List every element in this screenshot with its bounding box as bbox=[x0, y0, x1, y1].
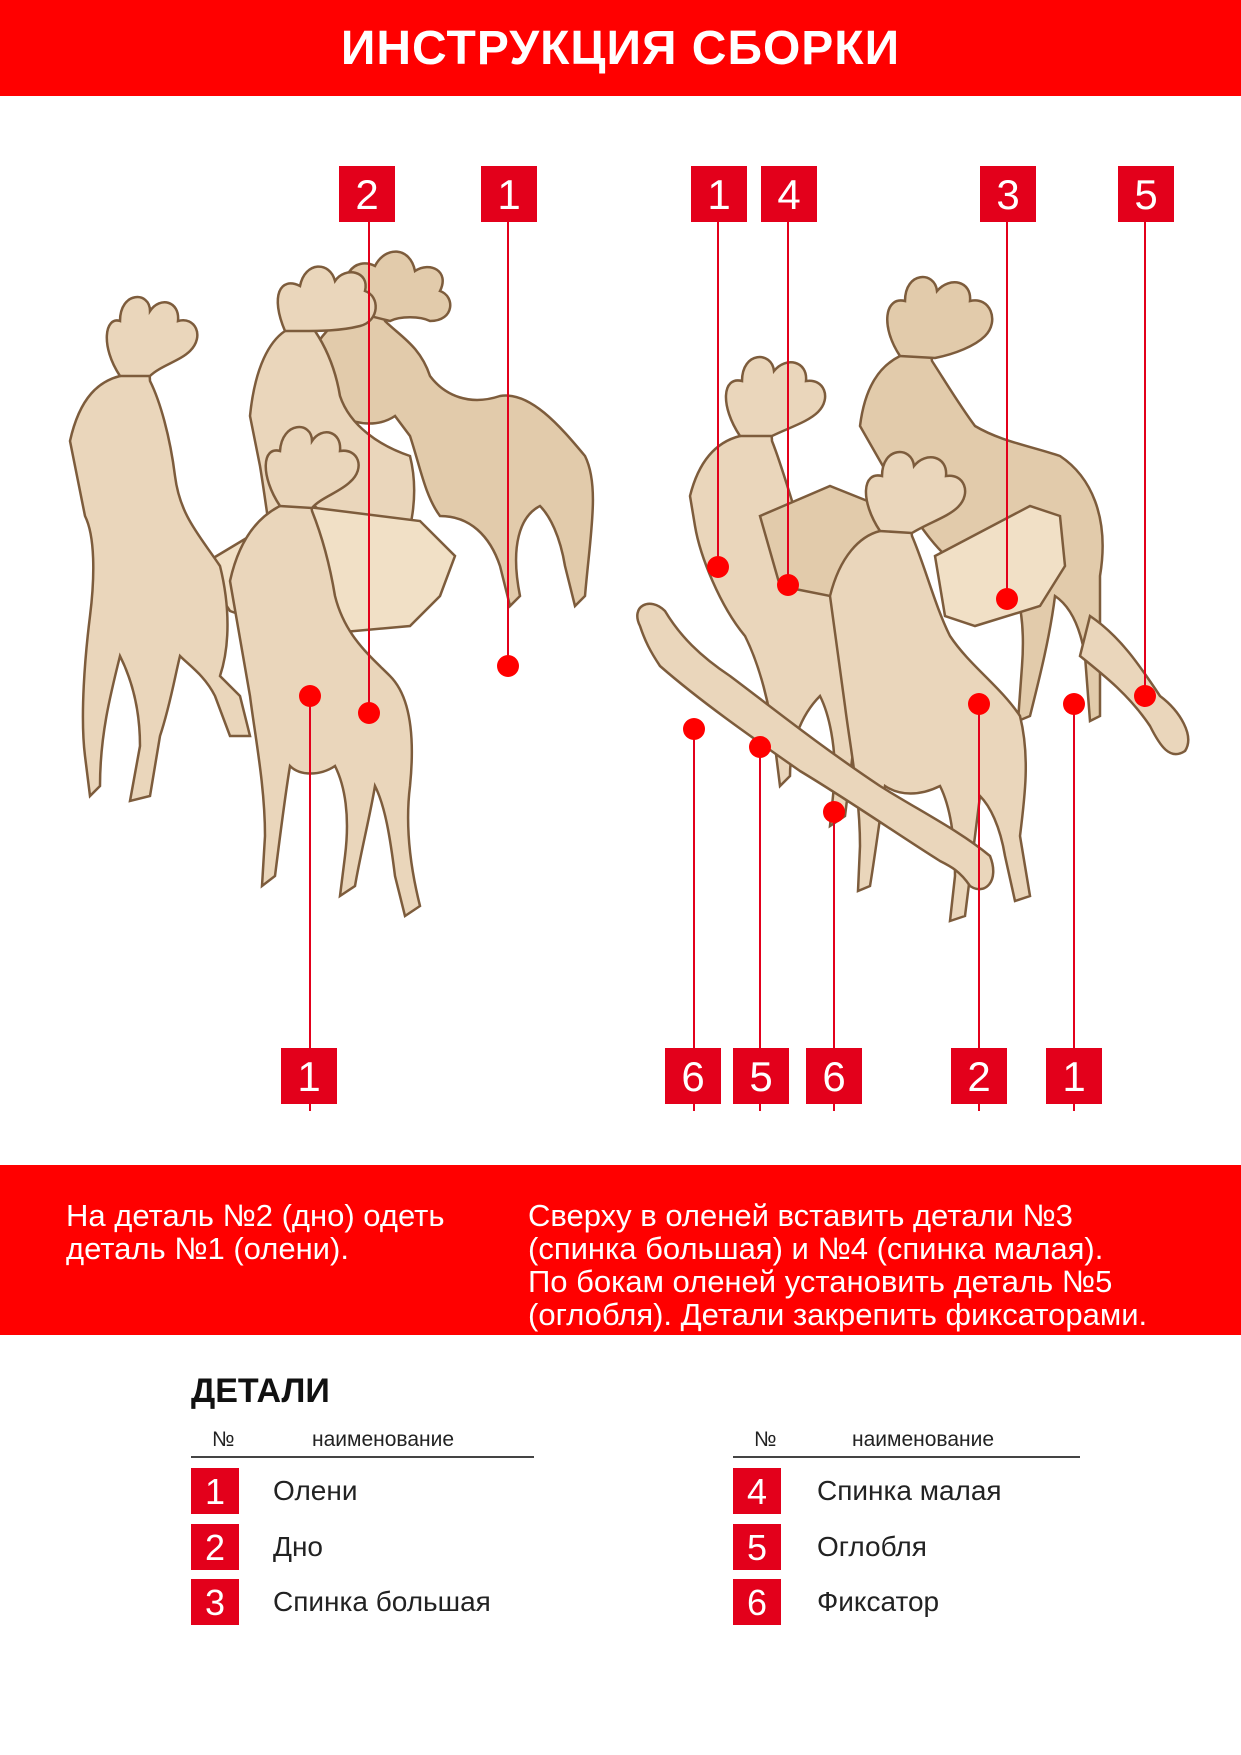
part-name: Дно bbox=[273, 1531, 323, 1562]
step-2-line: Сверху в оленей вставить детали №3 bbox=[528, 1198, 1073, 1233]
callout-top-right-a: 1 bbox=[691, 166, 747, 222]
right-assembly bbox=[637, 218, 1188, 1111]
left-assembly bbox=[70, 218, 593, 1111]
step-2-line: По бокам оленей установить деталь №5 bbox=[528, 1264, 1113, 1299]
parts-left-col-no: № bbox=[212, 1428, 235, 1451]
deer-back-left-antler bbox=[278, 267, 376, 331]
parts-right-divider bbox=[733, 1456, 1080, 1458]
part-name: Фиксатор bbox=[817, 1586, 940, 1617]
callout-top-left-a: 2 bbox=[339, 166, 395, 222]
part-name: Спинка большая bbox=[273, 1586, 491, 1617]
deer-right-back-antler bbox=[887, 277, 992, 358]
part-number-badge: 5 bbox=[733, 1524, 781, 1570]
step-1-line: На деталь №2 (дно) одеть bbox=[66, 1198, 445, 1233]
deer-front-left bbox=[70, 363, 250, 801]
part-name: Оглобля bbox=[817, 1531, 927, 1562]
callout-top-left-b: 1 bbox=[481, 166, 537, 222]
callout-top-right-b: 4 bbox=[761, 166, 817, 222]
part-number-badge: 2 bbox=[191, 1524, 239, 1570]
part-number-badge: 3 bbox=[191, 1579, 239, 1625]
part-name: Спинка малая bbox=[817, 1475, 1002, 1506]
deer-right-main-antler bbox=[726, 357, 825, 436]
step-2-line: (оглобля). Детали закрепить фиксаторами. bbox=[528, 1297, 1148, 1332]
callout-bottom-right-b: 5 bbox=[733, 1048, 789, 1104]
callout-bottom-right-d: 2 bbox=[951, 1048, 1007, 1104]
deer-front-left-antler bbox=[107, 297, 198, 376]
step-1-line: деталь №1 (олени). bbox=[66, 1231, 349, 1266]
assembly-illustration bbox=[0, 96, 1241, 1156]
parts-left-col-name: наименование bbox=[312, 1428, 455, 1451]
parts-right-col-no: № bbox=[754, 1428, 777, 1451]
parts-right-col-name: наименование bbox=[852, 1428, 995, 1451]
part-name: Олени bbox=[273, 1475, 358, 1506]
callout-top-right-c: 3 bbox=[980, 166, 1036, 222]
callout-bottom-right-c: 6 bbox=[806, 1048, 862, 1104]
step-2-text bbox=[528, 1199, 1147, 1331]
parts-left-divider bbox=[191, 1456, 534, 1458]
callout-bottom-left-a: 1 bbox=[281, 1048, 337, 1104]
part-number-badge: 1 bbox=[191, 1468, 239, 1514]
callout-top-right-d: 5 bbox=[1118, 166, 1174, 222]
part-number-badge: 4 bbox=[733, 1468, 781, 1514]
step-2-line: (спинка большая) и №4 (спинка малая). bbox=[528, 1231, 1104, 1266]
callout-bottom-right-a: 6 bbox=[665, 1048, 721, 1104]
instructions-band bbox=[0, 1165, 1241, 1335]
parts-title: ДЕТАЛИ bbox=[191, 1372, 330, 1410]
step-1-text bbox=[66, 1199, 445, 1265]
page-title: ИНСТРУКЦИЯ СБОРКИ bbox=[340, 22, 901, 75]
assembly-diagram bbox=[0, 96, 1241, 1156]
callout-bottom-right-e: 1 bbox=[1046, 1048, 1102, 1104]
part-number-badge: 6 bbox=[733, 1579, 781, 1625]
